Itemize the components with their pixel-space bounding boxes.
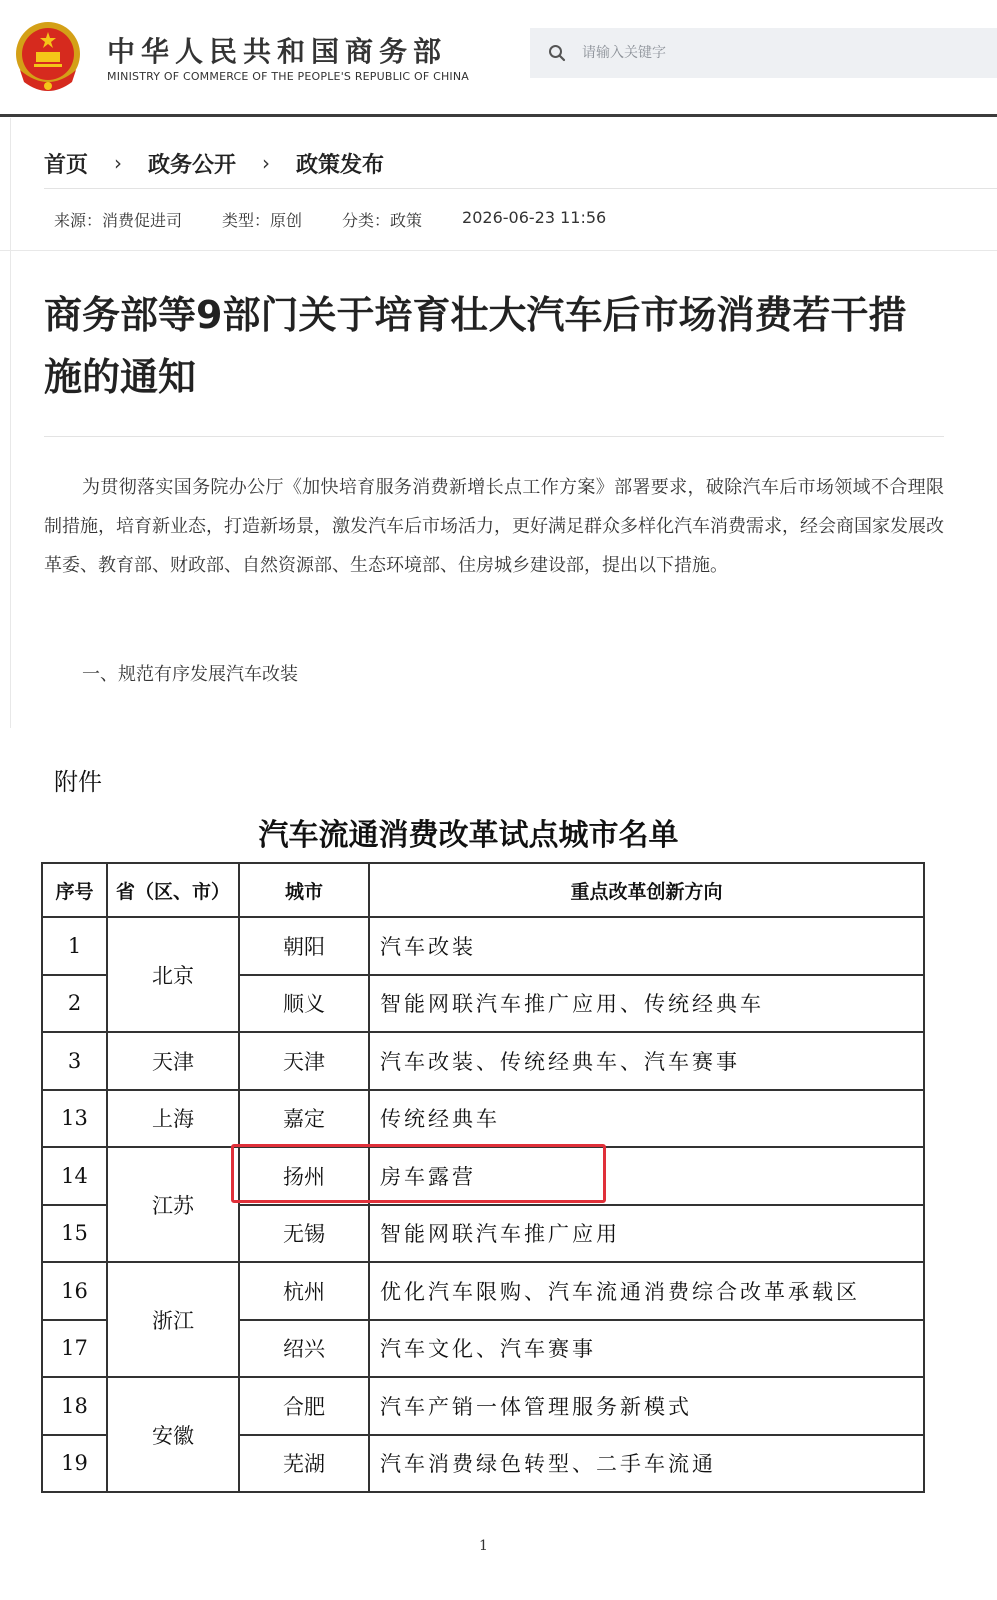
header-city: 城市 — [239, 863, 369, 917]
row-province: 北京 — [107, 917, 239, 1032]
search-box[interactable] — [530, 28, 997, 78]
row-direction: 智能网联汽车推广应用 — [369, 1205, 924, 1263]
table-header-row — [42, 863, 924, 917]
row-city: 芜湖 — [239, 1435, 369, 1493]
attachment-title-text: 汽车流通消费改革试点城市名单 — [258, 818, 679, 853]
row-city: 嘉定 — [239, 1090, 369, 1148]
header-province: 省（区、市） — [107, 863, 239, 917]
row-no: 15 — [42, 1205, 107, 1263]
left-border — [10, 118, 11, 728]
attachment-title — [0, 810, 997, 854]
table-row — [42, 1090, 924, 1148]
row-direction: 汽车改装 — [369, 917, 924, 975]
row-city: 合肥 — [239, 1377, 369, 1435]
row-no: 17 — [42, 1320, 107, 1378]
breadcrumb-government-affairs[interactable]: 政务公开 — [148, 152, 237, 178]
row-city: 朝阳 — [239, 917, 369, 975]
table-row — [42, 1262, 924, 1320]
row-no: 1 — [42, 917, 107, 975]
row-city: 杭州 — [239, 1262, 369, 1320]
chevron-right-icon: › — [114, 151, 123, 175]
row-direction: 汽车消费绿色转型、二手车流通 — [369, 1435, 924, 1493]
row-direction: 优化汽车限购、汽车流通消费综合改革承载区 — [369, 1262, 924, 1320]
row-province: 浙江 — [107, 1262, 239, 1377]
row-city: 扬州 — [239, 1147, 369, 1205]
section-heading: 一、规范有序发展汽车改装 — [82, 664, 298, 685]
row-city: 顺义 — [239, 975, 369, 1033]
article-title: 商务部等9部门关于培育壮大汽车后市场消费若干措施的通知 — [44, 293, 907, 399]
meta-datetime: 2026-06-23 11:56 — [462, 208, 607, 227]
breadcrumb-policy-release[interactable]: 政策发布 — [296, 152, 385, 178]
row-city: 天津 — [239, 1032, 369, 1090]
red-highlight-box — [231, 1144, 606, 1203]
search-input[interactable] — [582, 28, 982, 78]
header-no: 序号 — [42, 863, 107, 917]
header-divider — [0, 114, 997, 117]
row-no: 19 — [42, 1435, 107, 1493]
row-direction: 汽车产销一体管理服务新模式 — [369, 1377, 924, 1435]
chevron-right-icon: › — [262, 151, 271, 175]
page-number: 1 — [479, 1538, 488, 1554]
table-row — [42, 1377, 924, 1435]
row-province: 江苏 — [107, 1147, 239, 1262]
table-row — [42, 1032, 924, 1090]
row-province: 天津 — [107, 1032, 239, 1090]
breadcrumb — [44, 146, 384, 180]
site-name-cn[interactable]: 中华人民共和国商务部 — [107, 35, 448, 68]
article-meta — [54, 208, 646, 231]
row-no: 3 — [42, 1032, 107, 1090]
row-direction: 汽车文化、汽车赛事 — [369, 1320, 924, 1378]
site-name-en: MINISTRY OF COMMERCE OF THE PEOPLE'S REPUBLIC OF CHINA — [107, 70, 470, 83]
site-header — [0, 0, 997, 114]
meta-category: 分类：政策 — [342, 211, 423, 230]
divider — [44, 188, 997, 189]
row-province: 上海 — [107, 1090, 239, 1148]
divider — [44, 436, 944, 437]
meta-type: 类型：原创 — [222, 211, 303, 230]
header-direction: 重点改革创新方向 — [369, 863, 924, 917]
row-direction: 智能网联汽车推广应用、传统经典车 — [369, 975, 924, 1033]
article-paragraph: 为贯彻落实国务院办公厅《加快培育服务消费新增长点工作方案》部署要求，破除汽车后市场领域不合理限制措施，培育新业态，打造新场景，激发汽车后市场活力，更好满足群众多样化汽车消费需求，经会商国家发展改革委、教育部、财政部、自然资源部、生态环境部、住房城乡建设部，提出以下措施。 — [44, 477, 944, 576]
row-no: 16 — [42, 1262, 107, 1320]
breadcrumb-home[interactable]: 首页 — [44, 152, 89, 178]
row-direction: 汽车改装、传统经典车、汽车赛事 — [369, 1032, 924, 1090]
row-city: 无锡 — [239, 1205, 369, 1263]
row-no: 18 — [42, 1377, 107, 1435]
divider — [0, 250, 997, 251]
meta-source: 来源：消费促进司 — [54, 211, 183, 230]
row-direction: 房车露营 — [369, 1147, 924, 1205]
row-city: 绍兴 — [239, 1320, 369, 1378]
row-direction: 传统经典车 — [369, 1090, 924, 1148]
row-no: 2 — [42, 975, 107, 1033]
attachment-label: 附件 — [54, 768, 102, 796]
table-row — [42, 917, 924, 975]
search-icon[interactable] — [548, 44, 566, 62]
row-province: 安徽 — [107, 1377, 239, 1492]
national-emblem-icon[interactable] — [14, 20, 82, 92]
row-no: 14 — [42, 1147, 107, 1205]
row-no: 13 — [42, 1090, 107, 1148]
